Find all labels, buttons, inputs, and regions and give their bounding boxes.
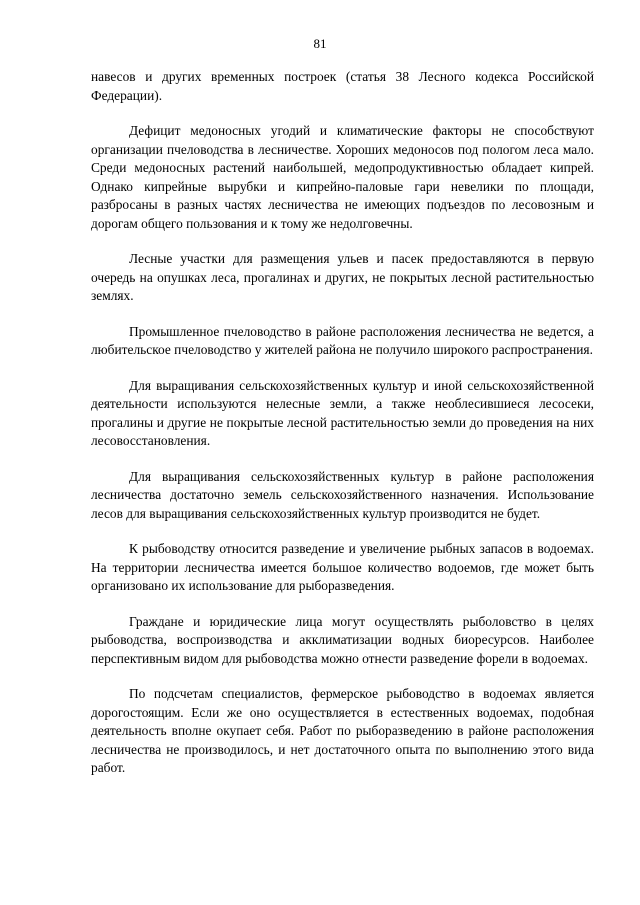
paragraph-continuation: навесов и других временных построек (статья 38 Лесного кодекса Российской Федерации). — [91, 69, 594, 103]
paragraph-agriculture-lands: Для выращивания сельскохозяйственных культур и иной сельскохозяйственной деятельности используются нелесные земли, а также необлесившиеся лесосеки, прогалины и другие не покрытые лесной растительностью земли до проведения на них лесовосстановления. — [91, 377, 594, 448]
page-number: 81 — [313, 36, 327, 51]
paragraph-agriculture-usage: Для выращивания сельскохозяйственных культур в районе расположения лесничества достаточно земель сельскохозяйственного назначения. Использование лесов для выращивания сельскохозяйственных культур производится не будет. — [91, 468, 594, 521]
paragraph-fishing-rights: Граждане и юридические лица могут осуществлять рыболовство в целях рыбоводства, воспроизводства и акклиматизации водных биоресурсов. Наиболее перспективным видом для рыбоводства можно отнести разведение форели в водоемах. — [91, 613, 594, 666]
paragraph-honey-lands: Дефицит медоносных угодий и климатические факторы не способствуют организации пчеловодства в лесничестве. Хороших медоносов под пологом леса мало. Среди медоносных растений наибольшей, медопродуктивностью обладает кипрей. Однако кипрейные вырубки и кипрейно-паловые гари невелики по площади, разбросаны в разных частях лесничества не имеющих подъездов по лесовозным и дорогам общего пользования и к тому же недолговечны. — [91, 123, 594, 231]
paragraph-fish-farming: К рыбоводству относится разведение и увеличение рыбных запасов в водоемах. На территории лесничества имеется большое количество водоемов, где может быть организовано их использование для рыборазведения. — [91, 541, 594, 593]
paragraph-beekeeping: Промышленное пчеловодство в районе расположения лесничества не ведется, а любительское пчеловодство у жителей района не получило широкого распространения. — [91, 323, 594, 357]
paragraph-fish-farming-cost: По подсчетам специалистов, фермерское рыбоводство в водоемах является дорогостоящим. Если же оно осуществляется в естественных водоемах, подобная деятельность вполне окупает себя. Работ по рыборазведению в районе расположения лесничества не производилось, и нет достаточного опыта по выполнению этого вида работ. — [91, 686, 594, 775]
paragraph-hive-placement: Лесные участки для размещения ульев и пасек предоставляются в первую очередь на опушках леса, прогалинах и других, не покрытых лесной растительностью землях. — [91, 251, 594, 303]
page-body — [91, 68, 594, 795]
